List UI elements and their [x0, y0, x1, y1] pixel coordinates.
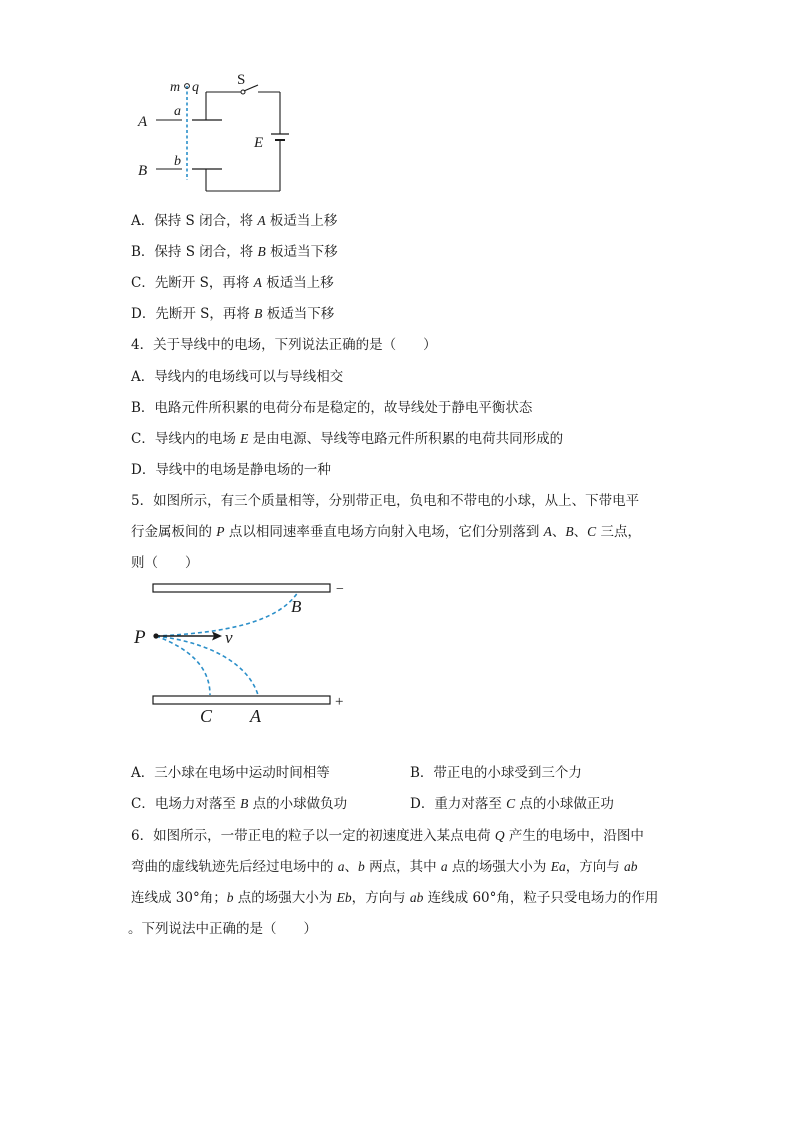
q5-option-d: D．重力对落至 C 点的小球做正功: [410, 796, 614, 812]
q5-option-a: A．三小球在电场中运动时间相等: [131, 765, 330, 781]
trajectory-c: [156, 636, 210, 695]
q3-option-c: C．先断开 S，再将 A 板适当上移: [131, 275, 334, 291]
q5-stem-line-3: 则（ ）: [131, 555, 199, 571]
q4-option-a: A．导线内的电场线可以与导线相交: [131, 369, 344, 385]
label-q: q: [192, 80, 199, 95]
q5-stem-line-2: 行金属板间的 P 点以相同速率垂直电场方向射入电场，它们分别落到 A、B、C 三点，: [131, 524, 641, 540]
q5-stem-line-1: 5．如图所示，有三个质量相等，分别带正电，负电和不带电的小球，从上、下带电平: [131, 493, 640, 509]
label-b: b: [174, 154, 181, 169]
trajectory-a: [156, 636, 258, 695]
label-s: S: [237, 72, 246, 88]
bottom-plate-sign: +: [335, 694, 344, 710]
top-plate-sign: −: [336, 582, 344, 597]
q4-option-c: C．导线内的电场 E 是由电源、导线等电路元件所积累的电荷共同形成的: [131, 431, 564, 447]
q4-stem: 4．关于导线中的电场，下列说法正确的是（ ）: [131, 337, 437, 353]
q3-option-d: D．先断开 S，再将 B 板适当下移: [131, 306, 335, 322]
label-A-fig: A: [250, 706, 261, 726]
bottom-plate: [153, 696, 330, 704]
top-plate: [153, 584, 330, 592]
q4-option-b: B．电路元件所积累的电荷分布是稳定的，故导线处于静电平衡状态: [131, 400, 533, 416]
parallel-plates-diagram: [128, 578, 358, 728]
q6-stem-line-4: 。下列说法中正确的是（ ）: [128, 921, 317, 937]
q6-stem-line-1: 6．如图所示，一带正电的粒子以一定的初速度进入某点电荷 Q 产生的电场中，沿图中: [131, 828, 644, 844]
q5-option-b: B．带正电的小球受到三个力: [410, 765, 582, 781]
label-a: a: [174, 104, 181, 119]
q6-stem-line-3: 连线成 30°角；b 点的场强大小为 Eb，方向与 ab 连线成 60°角，粒子只受电场力的作用: [131, 890, 659, 906]
label-m: m: [170, 80, 181, 95]
label-B: B: [138, 163, 148, 179]
label-C-fig: C: [200, 706, 213, 726]
q3-option-b: B．保持 S 闭合，将 B 板适当下移: [131, 244, 338, 260]
circuit-diagram: [130, 68, 300, 198]
q6-stem-line-2: 弯曲的虚线轨迹先后经过电场中的 a、b 两点，其中 a 点的场强大小为 Ea，方向与 ab: [131, 859, 638, 875]
q5-option-c: C．电场力对落至 B 点的小球做负功: [131, 796, 348, 812]
label-P: P: [134, 627, 146, 648]
label-A: A: [138, 114, 148, 130]
q4-option-d: D．导线中的电场是静电场的一种: [131, 462, 331, 478]
q3-option-a: A．保持 S 闭合，将 A 板适当上移: [131, 213, 338, 229]
label-v: v: [225, 628, 233, 647]
label-B-fig: B: [291, 597, 302, 616]
label-E: E: [254, 135, 264, 151]
